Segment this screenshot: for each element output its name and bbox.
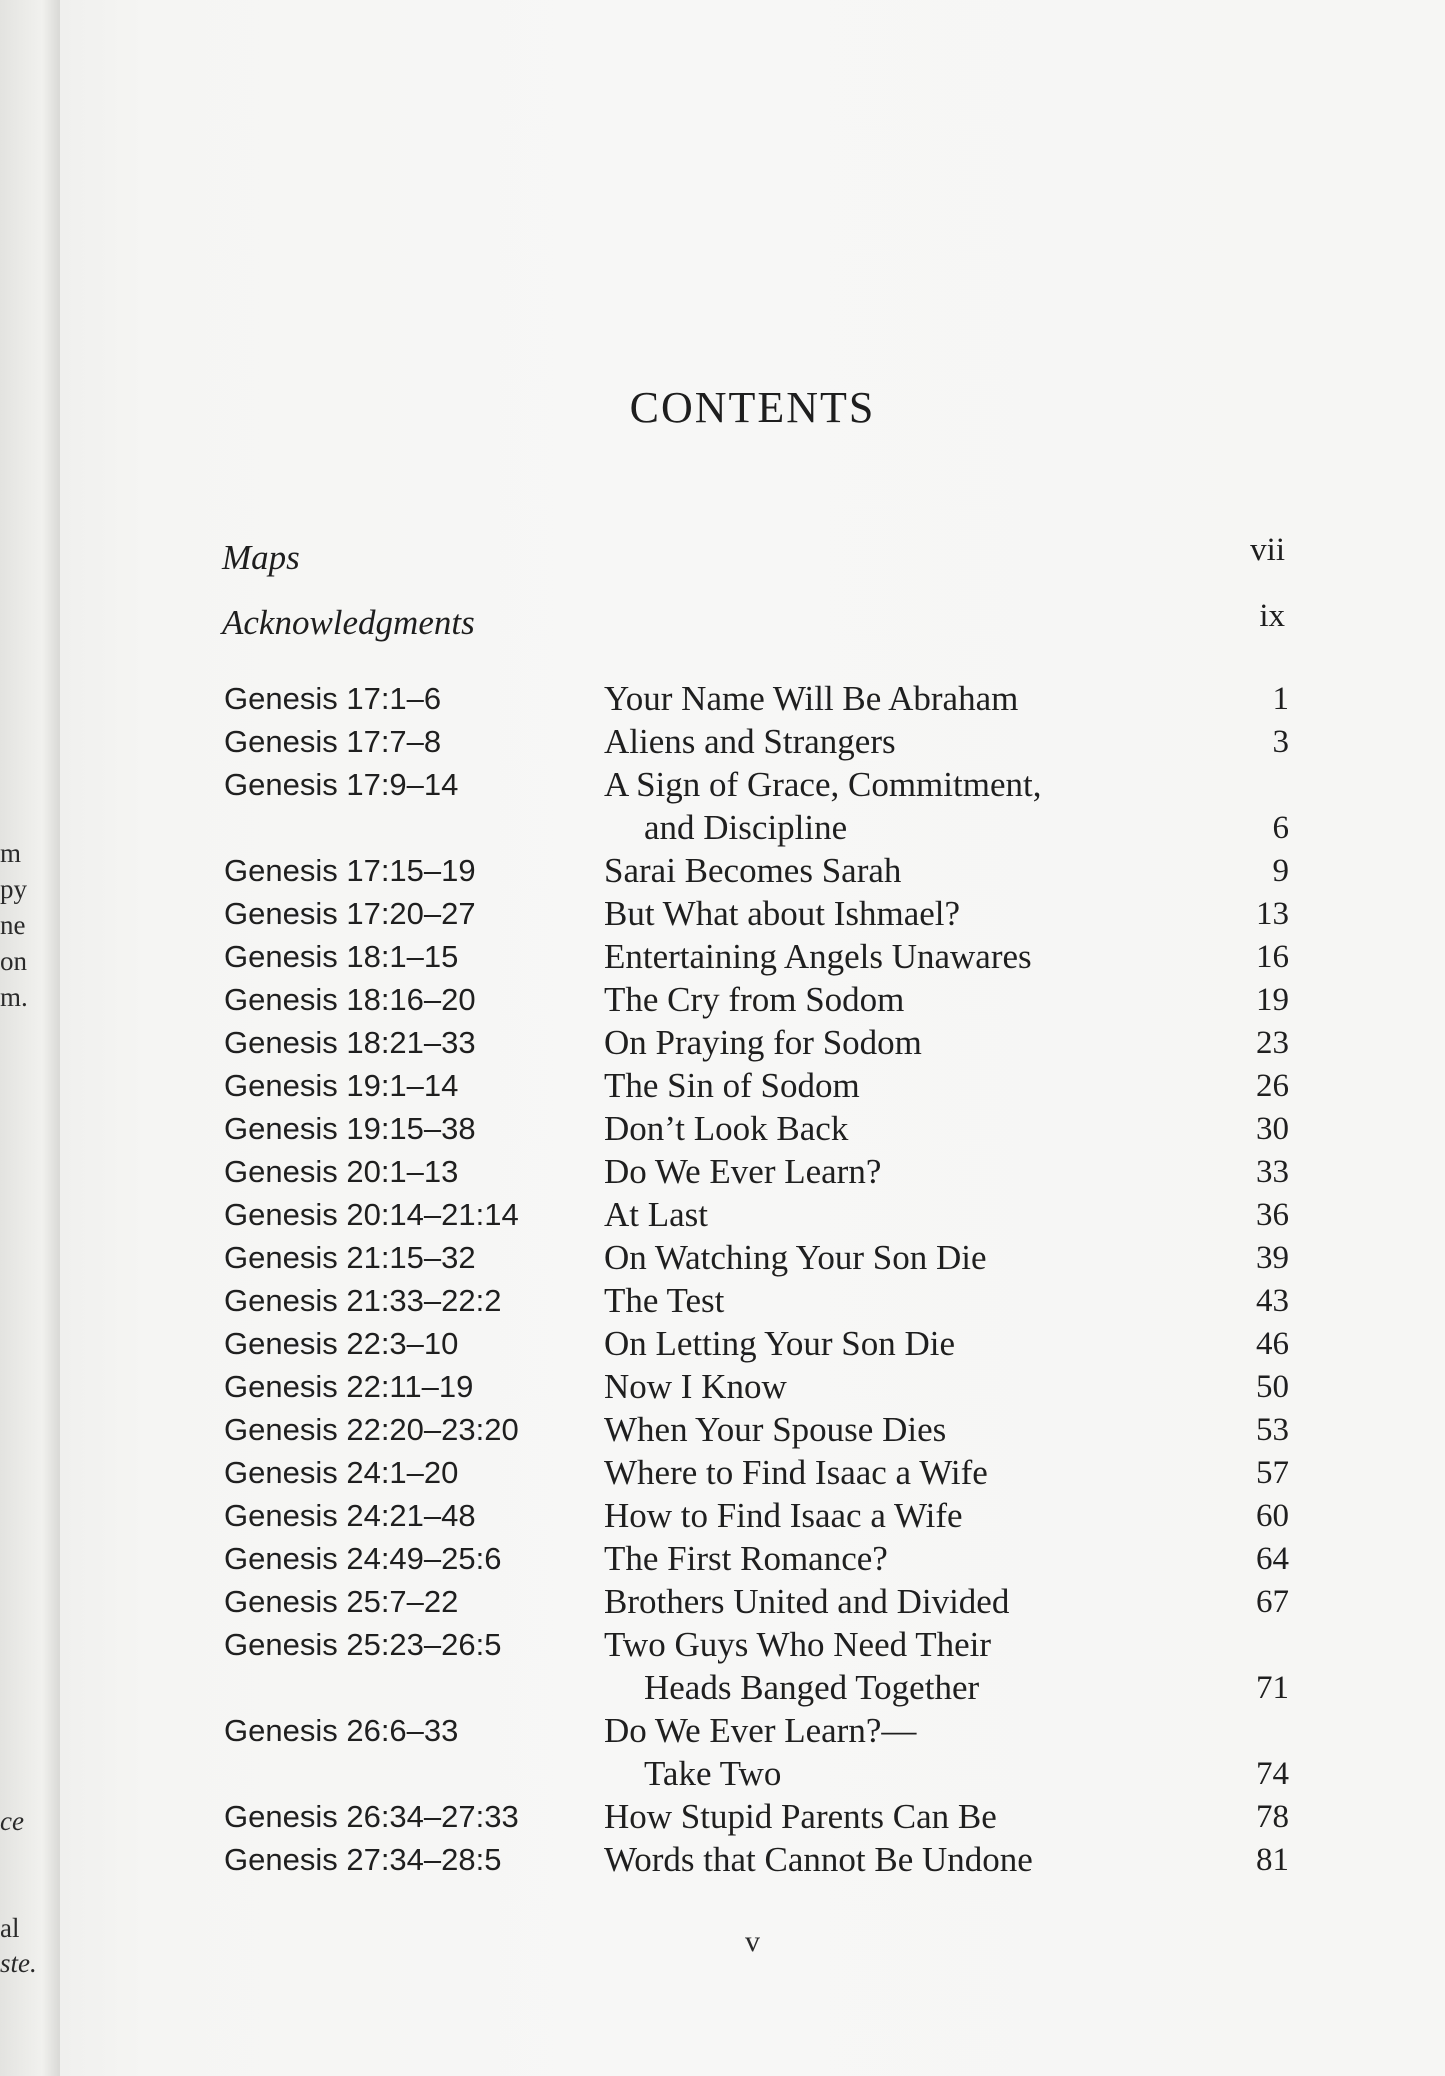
toc-entry-page: 16 <box>1256 939 1289 975</box>
toc-entry-page: 46 <box>1256 1326 1289 1362</box>
toc-entry-title: The First Romance? <box>604 1539 888 1578</box>
toc-entry-reference: Genesis 17:15–19 <box>224 853 476 888</box>
front-matter-acknowledgments-page: ix <box>1259 598 1285 634</box>
toc-entry-page: 36 <box>1256 1197 1289 1233</box>
toc-entry-reference: Genesis 26:34–27:33 <box>224 1799 519 1834</box>
toc-entry-page: 39 <box>1256 1240 1289 1276</box>
toc-entry-page: 60 <box>1256 1498 1289 1534</box>
toc-entry-reference: Genesis 18:1–15 <box>224 939 459 974</box>
toc-entry-page: 26 <box>1256 1068 1289 1104</box>
toc-entry-page: 53 <box>1256 1412 1289 1448</box>
toc-entry-title: Sarai Becomes Sarah <box>604 851 902 890</box>
toc-entry-reference: Genesis 25:23–26:5 <box>224 1627 502 1662</box>
toc-entry-reference: Genesis 22:11–19 <box>224 1369 474 1404</box>
prev-page-fragment: ne <box>0 910 26 940</box>
page-number: v <box>745 1925 760 1958</box>
toc-entry-title: A Sign of Grace, Commitment, <box>604 765 1042 804</box>
front-matter-maps-label: Maps <box>222 538 300 577</box>
toc-entry-title-continued: Take Two <box>644 1754 782 1793</box>
toc-entry-page: 78 <box>1256 1799 1289 1835</box>
toc-entry-title: On Letting Your Son Die <box>604 1324 955 1363</box>
toc-entry-reference: Genesis 18:16–20 <box>224 982 476 1017</box>
front-matter-acknowledgments-label: Acknowledgments <box>222 603 475 642</box>
toc-entry-page: 30 <box>1256 1111 1289 1147</box>
toc-entry-title: Do We Ever Learn?— <box>604 1711 917 1750</box>
toc-entry-page: 81 <box>1256 1842 1289 1878</box>
toc-entry-title: The Sin of Sodom <box>604 1066 860 1105</box>
toc-entry-reference: Genesis 27:34–28:5 <box>224 1842 502 1877</box>
toc-entry-reference: Genesis 25:7–22 <box>224 1584 459 1619</box>
toc-entry-reference: Genesis 24:1–20 <box>224 1455 459 1490</box>
toc-entry-reference: Genesis 24:21–48 <box>224 1498 476 1533</box>
front-matter-maps-page: vii <box>1250 532 1285 568</box>
toc-entry-title: Two Guys Who Need Their <box>604 1625 992 1664</box>
toc-entry-title: Now I Know <box>604 1367 787 1406</box>
toc-entry-title: Aliens and Strangers <box>604 722 896 761</box>
toc-entry-page: 9 <box>1272 853 1289 889</box>
toc-entry-reference: Genesis 19:15–38 <box>224 1111 476 1146</box>
toc-entry-page: 19 <box>1256 982 1289 1018</box>
toc-entry-title: Entertaining Angels Unawares <box>604 937 1032 976</box>
page-title: CONTENTS <box>629 383 876 432</box>
toc-entry-title-continued: Heads Banged Together <box>644 1668 980 1707</box>
toc-entry-reference: Genesis 22:3–10 <box>224 1326 459 1361</box>
toc-entry-reference: Genesis 26:6–33 <box>224 1713 459 1748</box>
toc-entry-title: Your Name Will Be Abraham <box>604 679 1019 718</box>
toc-entry-reference: Genesis 17:9–14 <box>224 767 459 802</box>
toc-entry-page: 74 <box>1256 1756 1289 1792</box>
prev-page-fragment: on <box>0 946 27 976</box>
toc-entry-title: But What about Ishmael? <box>604 894 961 933</box>
contents-page <box>60 0 1445 2076</box>
toc-entry-page: 71 <box>1256 1670 1289 1706</box>
toc-entry-page: 23 <box>1256 1025 1289 1061</box>
toc-entry-page: 3 <box>1272 724 1289 760</box>
prev-page-fragment: al <box>0 1913 20 1943</box>
toc-entry-title: Where to Find Isaac a Wife <box>604 1453 988 1492</box>
toc-entry-page: 1 <box>1272 681 1289 717</box>
toc-entry-title: The Test <box>604 1281 725 1320</box>
toc-entry-title: Brothers United and Divided <box>604 1582 1010 1621</box>
toc-entry-page: 57 <box>1256 1455 1289 1491</box>
toc-entry-title: On Praying for Sodom <box>604 1023 922 1062</box>
toc-entry-reference: Genesis 21:33–22:2 <box>224 1283 502 1318</box>
toc-entry-page: 67 <box>1256 1584 1289 1620</box>
toc-entry-title: On Watching Your Son Die <box>604 1238 987 1277</box>
toc-entry-page: 43 <box>1256 1283 1289 1319</box>
toc-entry-title: How to Find Isaac a Wife <box>604 1496 963 1535</box>
prev-page-fragment: m <box>0 838 22 868</box>
toc-entry-title: How Stupid Parents Can Be <box>604 1797 997 1836</box>
toc-entry-title: Do We Ever Learn? <box>604 1152 882 1191</box>
prev-page-fragment: ste. <box>0 1948 37 1978</box>
prev-page-fragment: ce <box>0 1806 24 1836</box>
toc-entry-reference: Genesis 17:20–27 <box>224 896 476 931</box>
toc-entry-title: When Your Spouse Dies <box>604 1410 947 1449</box>
toc-entry-page: 64 <box>1256 1541 1289 1577</box>
toc-entry-title: The Cry from Sodom <box>604 980 905 1019</box>
toc-entry-title: At Last <box>604 1195 709 1234</box>
toc-entry-page: 6 <box>1272 810 1289 846</box>
toc-entry-reference: Genesis 17:7–8 <box>224 724 442 759</box>
toc-entry-title-continued: and Discipline <box>644 808 848 847</box>
previous-page-edge <box>0 0 61 2076</box>
toc-entry-page: 33 <box>1256 1154 1289 1190</box>
toc-entry-reference: Genesis 17:1–6 <box>224 681 442 716</box>
prev-page-fragment: m. <box>0 982 28 1012</box>
toc-entry-page: 13 <box>1256 896 1289 932</box>
toc-entry-page: 50 <box>1256 1369 1289 1405</box>
toc-entry-reference: Genesis 21:15–32 <box>224 1240 476 1275</box>
toc-entry-title: Don’t Look Back <box>604 1109 849 1148</box>
toc-entry-title: Words that Cannot Be Undone <box>604 1840 1033 1879</box>
prev-page-fragment: py <box>0 874 27 904</box>
toc-entry-reference: Genesis 24:49–25:6 <box>224 1541 502 1576</box>
toc-entry-reference: Genesis 19:1–14 <box>224 1068 459 1103</box>
toc-entry-reference: Genesis 20:1–13 <box>224 1154 459 1189</box>
toc-entry-reference: Genesis 18:21–33 <box>224 1025 476 1060</box>
toc-entry-reference: Genesis 22:20–23:20 <box>224 1412 519 1447</box>
toc-entry-reference: Genesis 20:14–21:14 <box>224 1197 519 1232</box>
